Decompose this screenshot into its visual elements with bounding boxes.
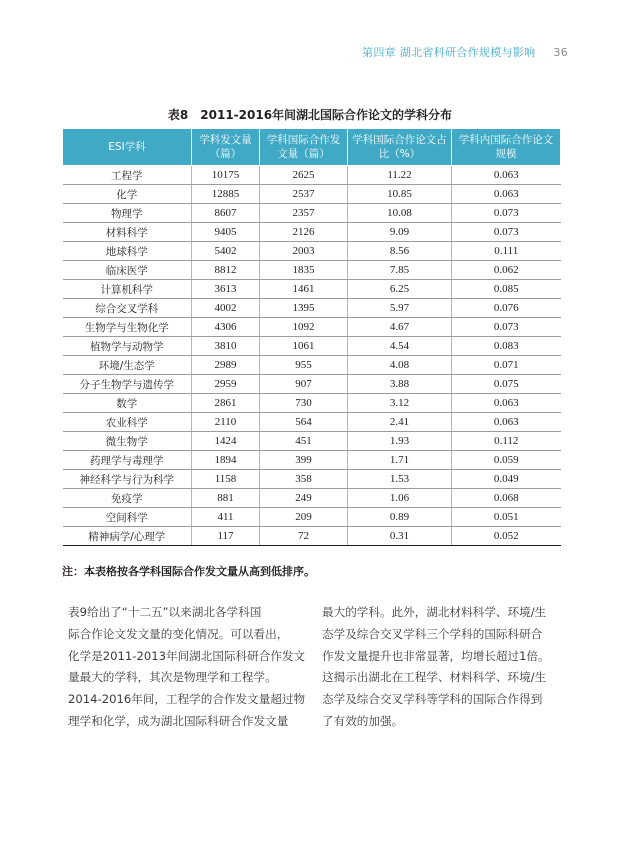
table-row [63,261,561,280]
value-cell: 0.075 [452,375,561,394]
value-cell: 11.22 [348,166,452,185]
value-cell: 0.063 [452,413,561,432]
value-cell: 2861 [192,394,260,413]
value-cell: 0.062 [452,261,561,280]
body-text-left-column [68,602,308,733]
value-cell: 2003 [260,242,348,261]
value-cell: 72 [260,527,348,546]
value-cell: 2.41 [348,413,452,432]
subject-cell: 综合交叉学科 [63,299,192,318]
value-cell: 0.052 [452,527,561,546]
subject-cell: 化学 [63,185,192,204]
value-cell: 8607 [192,204,260,223]
table-row [63,280,561,299]
table-row [63,432,561,451]
body-text-line: 这揭示出湖北在工程学、材料科学、环境/生 [322,670,547,685]
subject-cell: 工程学 [63,166,192,185]
column-header: 学科国际合作论文占比（%） [348,129,452,166]
value-cell: 2989 [192,356,260,375]
value-cell: 1.53 [348,470,452,489]
value-cell: 4002 [192,299,260,318]
value-cell: 10.08 [348,204,452,223]
table-row [63,166,561,185]
value-cell: 1395 [260,299,348,318]
value-cell: 1.93 [348,432,452,451]
value-cell: 249 [260,489,348,508]
table-row [63,375,561,394]
table-body [63,166,561,546]
value-cell: 1158 [192,470,260,489]
value-cell: 3613 [192,280,260,299]
table-row [63,451,561,470]
value-cell: 10175 [192,166,260,185]
page-number: 36 [553,46,568,59]
value-cell: 4.67 [348,318,452,337]
value-cell: 117 [192,527,260,546]
value-cell: 2959 [192,375,260,394]
table-row [63,223,561,242]
value-cell: 4306 [192,318,260,337]
value-cell: 1835 [260,261,348,280]
subject-cell: 空间科学 [63,508,192,527]
value-cell: 1.71 [348,451,452,470]
subject-cell: 分子生物学与遗传学 [63,375,192,394]
value-cell: 399 [260,451,348,470]
value-cell: 0.073 [452,318,561,337]
column-header: 学科内国际合作论文规模 [452,129,561,166]
value-cell: 564 [260,413,348,432]
value-cell: 8.56 [348,242,452,261]
value-cell: 4.54 [348,337,452,356]
value-cell: 0.049 [452,470,561,489]
value-cell: 411 [192,508,260,527]
subject-cell: 微生物学 [63,432,192,451]
table-row [63,185,561,204]
body-text-line: 理学和化学，成为湖北国际科研合作发文量 [68,713,289,728]
value-cell: 0.051 [452,508,561,527]
column-header: 学科国际合作发文量（篇） [260,129,348,166]
subject-cell: 材料科学 [63,223,192,242]
value-cell: 7.85 [348,261,452,280]
value-cell: 6.25 [348,280,452,299]
table-row [63,413,561,432]
subject-distribution-table [62,128,561,546]
table-row [63,204,561,223]
value-cell: 0.31 [348,527,452,546]
value-cell: 3810 [192,337,260,356]
body-text-line: 态学及综合交叉学科三个学科的国际科研合 [322,626,543,641]
value-cell: 1.06 [348,489,452,508]
value-cell: 955 [260,356,348,375]
body-text-line: 态学及综合交叉学科等学科的国际合作得到 [322,692,543,707]
subject-cell: 生物学与生物化学 [63,318,192,337]
body-text-right-column [322,602,562,733]
value-cell: 0.063 [452,166,561,185]
value-cell: 1424 [192,432,260,451]
value-cell: 0.068 [452,489,561,508]
value-cell: 1461 [260,280,348,299]
running-header [362,44,568,60]
value-cell: 0.083 [452,337,561,356]
value-cell: 907 [260,375,348,394]
table-row [63,470,561,489]
value-cell: 2110 [192,413,260,432]
value-cell: 10.85 [348,185,452,204]
subject-cell: 农业科学 [63,413,192,432]
subject-cell: 精神病学/心理学 [63,527,192,546]
value-cell: 0.073 [452,204,561,223]
value-cell: 3.12 [348,394,452,413]
chapter-title: 第四章 湖北省科研合作规模与影响 [362,46,536,59]
body-text-line: 最大的学科。此外，湖北材料科学、环境/生 [322,605,547,619]
subject-cell: 数学 [63,394,192,413]
table-row [63,337,561,356]
subject-cell: 临床医学 [63,261,192,280]
value-cell: 4.08 [348,356,452,375]
value-cell: 0.063 [452,394,561,413]
value-cell: 730 [260,394,348,413]
value-cell: 2625 [260,166,348,185]
table-caption-number: 表8 [167,108,189,122]
column-header: ESI学科 [63,129,192,166]
value-cell: 2537 [260,185,348,204]
body-text-line: 作发文量提升也非常显著，均增长超过1倍。 [322,648,550,663]
value-cell: 8812 [192,261,260,280]
table-row [63,489,561,508]
subject-cell: 物理学 [63,204,192,223]
value-cell: 0.071 [452,356,561,375]
value-cell: 1092 [260,318,348,337]
value-cell: 1894 [192,451,260,470]
table-row [63,356,561,375]
subject-cell: 计算机科学 [63,280,192,299]
value-cell: 0.063 [452,185,561,204]
table-header-row [63,129,561,166]
body-text-line: 化学是2011-2013年间湖北国际科研合作发文 [68,648,306,663]
value-cell: 881 [192,489,260,508]
subject-cell: 神经科学与行为科学 [63,470,192,489]
value-cell: 12885 [192,185,260,204]
value-cell: 0.111 [452,242,561,261]
body-text-line: 量最大的学科，其次是物理学和工程学。 [68,670,277,685]
value-cell: 9.09 [348,223,452,242]
value-cell: 0.073 [452,223,561,242]
value-cell: 1061 [260,337,348,356]
table-row [63,318,561,337]
table-caption-text: 2011-2016年间湖北国际合作论文的学科分布 [200,108,453,122]
value-cell: 0.076 [452,299,561,318]
table-note: 注：本表格按各学科国际合作发文量从高到低排序。 [62,565,315,578]
value-cell: 5.97 [348,299,452,318]
table-row [63,299,561,318]
value-cell: 5402 [192,242,260,261]
subject-cell: 植物学与动物学 [63,337,192,356]
table-row [63,508,561,527]
body-text-line: 际合作论文发文量的变化情况。可以看出， [68,626,289,641]
table-row [63,242,561,261]
value-cell: 451 [260,432,348,451]
table-caption [0,106,620,123]
value-cell: 2357 [260,204,348,223]
subject-cell: 免疫学 [63,489,192,508]
column-header: 学科发文量（篇） [192,129,260,166]
value-cell: 0.112 [452,432,561,451]
value-cell: 2126 [260,223,348,242]
subject-cell: 环境/生态学 [63,356,192,375]
subject-cell: 地球科学 [63,242,192,261]
subject-cell: 药理学与毒理学 [63,451,192,470]
body-text-line: 表9给出了“十二五”以来湖北各学科国 [68,605,262,619]
body-text-line: 了有效的加强。 [322,713,404,728]
value-cell: 209 [260,508,348,527]
table-row [63,527,561,546]
value-cell: 9405 [192,223,260,242]
value-cell: 3.88 [348,375,452,394]
value-cell: 0.059 [452,451,561,470]
body-text-line: 2014-2016年间，工程学的合作发文量超过物 [68,692,306,707]
value-cell: 0.89 [348,508,452,527]
table-row [63,394,561,413]
value-cell: 358 [260,470,348,489]
value-cell: 0.085 [452,280,561,299]
